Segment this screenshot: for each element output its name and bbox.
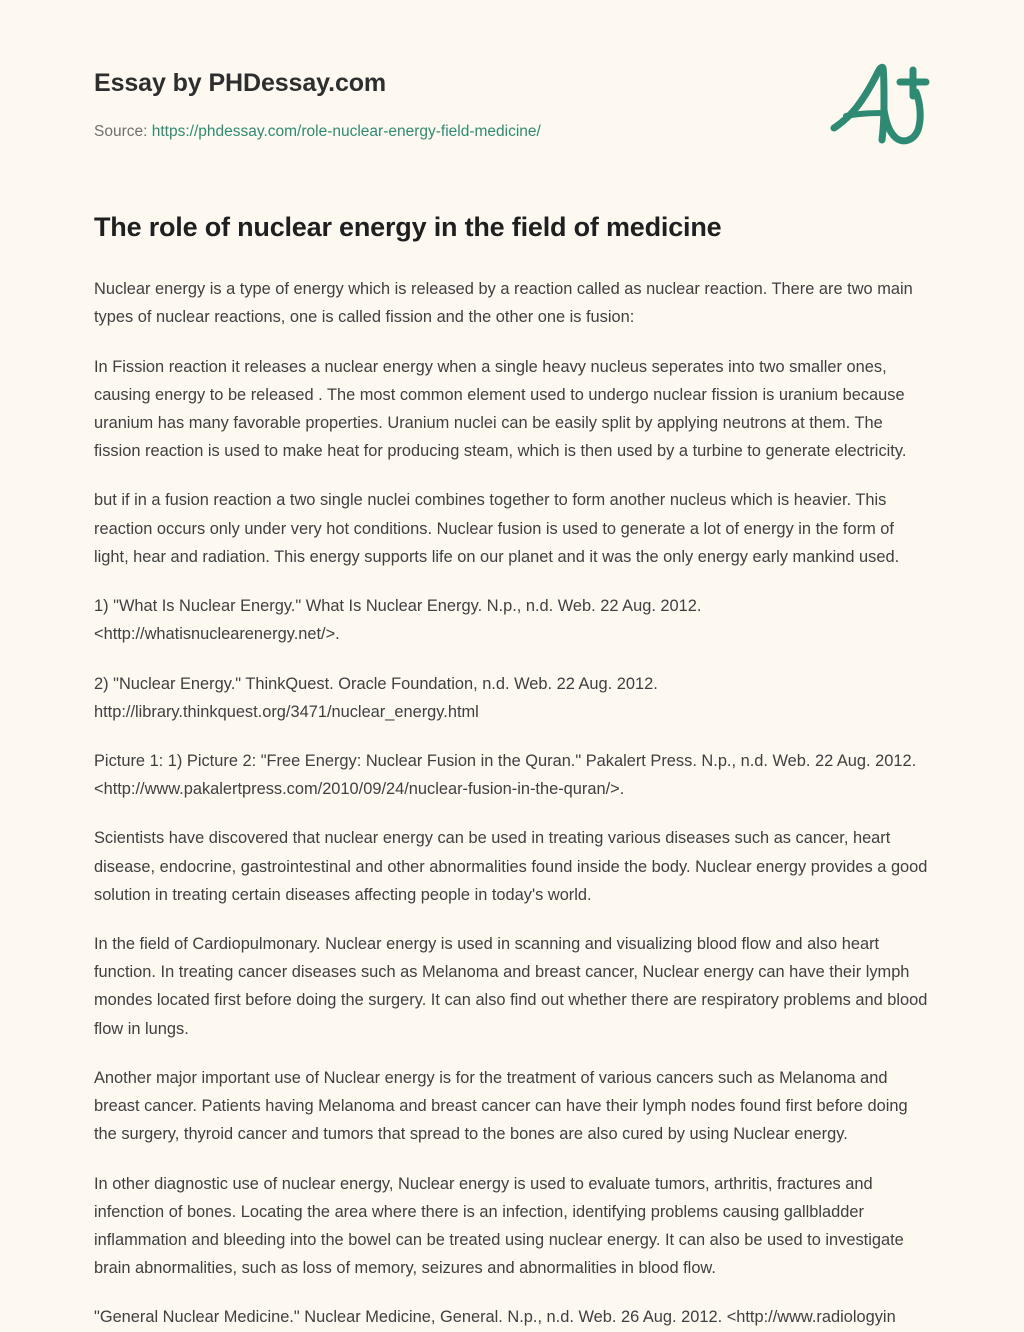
paragraph: In the field of Cardiopulmonary. Nuclear energy is used in scanning and visualizing blood flow and also heart function. In treating cancer diseases such as Melanoma and breast cancer, Nuclear energy can have their lymph mondes located first before doing the surgery. It can also find out whether there are respiratory problems and blood flow in lungs. [94, 935, 928, 1038]
citation-3: "General Nuclear Medicine." Nuclear Medicine, General. N.p., n.d. Web. 26 Aug. 2012. <http://www.radiologyin [94, 1308, 896, 1327]
page-header [0, 0, 1024, 180]
paragraph: Another major important use of Nuclear energy is for the treatment of various cancers such as Melanoma and breast cancer. Patients having Melanoma and breast cancer can have their lymph nodes found first before doing the surgery, thyroid cancer and tumors that spread to the bones are also cured by using Nuclear energy. [94, 1068, 908, 1144]
paragraph: but if in a fusion reaction a two single nuclei combines together to form another nucleus which is heavier. This reaction occurs only under very hot conditions. Nuclear fusion is used to generate a lot of energy in the form of light, hear and radiation. This energy supports life on our planet and it was the only energy early mankind used. [94, 491, 900, 566]
source-line [94, 122, 930, 142]
picture-citation: Picture 1: 1) Picture 2: "Free Energy: Nuclear Fusion in the Quran." Pakalert Press. N.p., n.d. Web. 22 Aug. 2012. <http://www.pakalertpress.com/2010/09/24/nuclear-fusion-in-the-quran/>. [94, 751, 917, 799]
citation-2: 2) "Nuclear Energy." ThinkQuest. Oracle Foundation, n.d. Web. 22 Aug. 2012. http://library.thinkquest.org/3471/nuclear_energy.html [94, 674, 658, 721]
page-title: The role of nuclear energy in the field of medicine [94, 212, 722, 242]
paragraph: Scientists have discovered that nuclear energy can be used in treating various diseases such as cancer, heart disease, endocrine, gastrointestinal and other abnormalities found inside the body. Nuclear energy provides a good solution in treating certain diseases affecting people in today's world. [94, 829, 928, 904]
article-container [0, 210, 1024, 1332]
brand-title: Essay by PHDessay.com [94, 69, 387, 97]
article-body [94, 275, 930, 1332]
phdessay-logo-icon [826, 58, 936, 163]
citation-1: 1) "What Is Nuclear Energy." What Is Nuclear Energy. N.p., n.d. Web. 22 Aug. 2012. <http://whatisnuclearenergy.net/>. [94, 597, 702, 644]
paragraph: In Fission reaction it releases a nuclear energy when a single heavy nucleus seperates into two smaller ones, causing energy to be released . The most common element used to undergo nuclear fission is uranium because uranium has many favorable properties. Uranium nuclei can be easily split by applying neutrons at them. The fission reaction is used to make heat for producing steam, which is then used by a turbine to generate electricity. [94, 357, 907, 461]
paragraph: In other diagnostic use of nuclear energy, Nuclear energy is used to evaluate tumors, arthritis, fractures and infenction of bones. Locating the area where there is an infection, identifying problems causing gallbladder inflammation and bleeding into the bowel can be treated using nuclear energy. It can also be used to investigate brain abnormalities, such as loss of memory, seizures and abnormalities in blood flow. [94, 1174, 904, 1278]
source-url-link[interactable]: https://phdessay.com/role-nuclear-energy-field-medicine/ [151, 123, 541, 140]
source-label: Source: [94, 123, 148, 140]
paragraph: Nuclear energy is a type of energy which is released by a reaction called as nuclear reaction. There are two main types of nuclear reactions, one is called fission and the other one is fusion: [94, 280, 913, 327]
